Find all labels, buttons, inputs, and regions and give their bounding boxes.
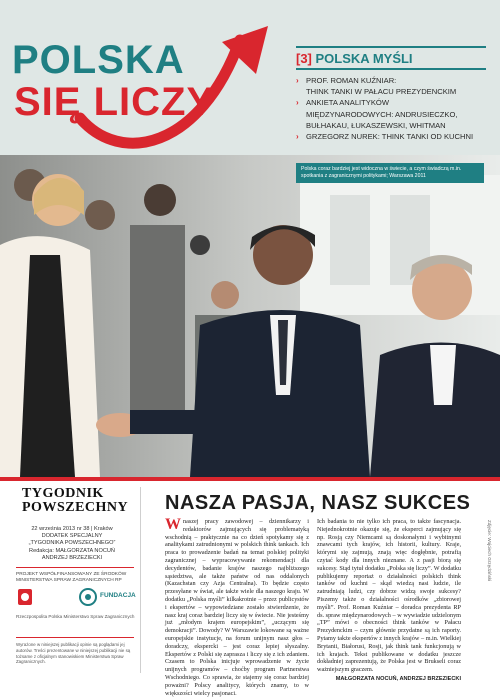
article-text-2: Ich badania to nie tylko ich praca, to także fascynacja. Niejednokrotnie okazuje się, że eksperci zajmujący się np. Rosją czy Niemcami są doskonałymi i wybitnymi znawcami tych krajów, ich historii, kultury. Kraje, którymi się zajmują, znają więc dogłębnie, potrafią czytać kody dla innych nieznane. A z pasji biorą się sukcesy. Stąd tytuł dodatku „Polska się liczy”. W dodatku publikujemy reportaż o działalności polskich think tanków od kuchni – skąd wiedzą nasi ludzie, ile zatrudniają ludzi, czy dobrze widzą swoje sukcesy? Piszemy także o działalności ośrodków „zbiorowej myśli”. Prof. Roman Kuźniar – doradca prezydenta RP ds. spraw międzynarodowych – w wywiadzie udzielonym „TP” mówi o obecności think tanków w Pałacu Prezydenckim – czym głównie przydatne są ich raporty. Pytamy także ekspertów z innych krajów – m.in. Wielkiej Brytanii, Białorusi, Rosji, jak think tank funkcjonują w ich krajach. Tekst publikowane w dodatku jeszcze dokładniej zaprezentują, że Polska jest w Brukseli coraz ważniejszym graczem. xyxy=(317,518,461,674)
sidebar-divider xyxy=(16,567,134,568)
red-chevron-icon: › xyxy=(296,132,299,142)
photo-credit: Zdjęcie: Wojciech Grzędziński xyxy=(487,520,492,582)
fundacja-label: FUNDACJA xyxy=(100,592,136,599)
toc-item-continued: BUŁHAKAU, ŁUKASZEWSKI, WHITMAN xyxy=(306,120,446,130)
title-line-2: SIĘ LICZY xyxy=(14,80,215,124)
toc-item-continued: MIĘDZYNARODOWYCH: ANDRUSIECZKO, xyxy=(306,109,458,119)
column-divider xyxy=(140,487,141,673)
red-chevron-icon: › xyxy=(296,76,299,85)
drop-cap: W xyxy=(165,516,181,533)
tygodnik-logo xyxy=(22,486,129,515)
section-number: [3] xyxy=(296,51,312,66)
section-rule-bottom xyxy=(296,68,486,70)
section-title xyxy=(296,51,413,66)
logo-text: TYGODNIK POWSZECHNY xyxy=(22,486,129,515)
section-rule-top xyxy=(296,46,486,48)
photo-illustration xyxy=(0,155,500,477)
section-label: POLSKA MYŚLI xyxy=(315,51,413,66)
disclaimer: Wyrażone w niniejszej publikacji opinie są poglądami jej autorów. Treści prezentowane w niniejszej publikacji nie są tożsame z oficjalnym stanowiskiem Ministerstwa Spraw Zagranicznych. xyxy=(16,642,131,665)
supplement-line: DODATEK SPECJALNY „TYGODNIKA POWSZECHNEGO” xyxy=(28,533,116,547)
cover-header xyxy=(0,0,500,155)
article-signature: MAŁGORZATA NOCUŃ, ANDRZEJ BRZEZIECKI xyxy=(335,675,461,682)
article-column-1 xyxy=(165,518,309,697)
sidebar-divider-2 xyxy=(16,637,134,638)
bottom-red-rule xyxy=(0,477,500,481)
article-column-2 xyxy=(317,518,461,684)
toc-item: › PROF. ROMAN KUŹNIAR: xyxy=(296,76,397,85)
article-text-1: naszej pracy zawodowej – dziennikarzy i redaktorów zajmujących się problematyką wschodnią – praktycznie na co dzień spotykamy się z analitykami zatrudnionymi w polskich think tankach. Ich praca to prowadzenie badań na temat polskiej polityki zagranicznej – wypracowywanie rekomendacji dla decydentów, badanie krajów naszego najbliższego sąsiedztwa, ale także państw od nas oddalonych (Kazachstan czy Azja Centralna). To będzie często przesyłane w świat, ale także wiele dla naszego kraju. W dodatku „Polska myśli” kilkakrotnie – przez publicystów i ekspertów – wypowiedziane zostało stwierdzenie, że nasz kraj coraz bardziej liczy się w świecie. Nie jesteśmy już „młodym krajem europejskim”, „uczącym się demokracji”. Dowody? W Warszawie lokowane są ważne europejskie instytucje, na forum unijnym nasz głos – doradczy, ekspercki – jest coraz lepiej słyszalny. Ekspertów z Polski się zaprasza i liczy się z ich zdaniem. Czasem to Polska inicjuje wprowadzenie w życie unijnych programów – choćby program Partnerstwa Wschodniego. Co sprawia, że stajemy się coraz bardziej poważni? Polscy analitycy, których znamy, to w większości wielcy pasjonaci. xyxy=(165,518,309,697)
article-headline: NASZA PASJA, NASZ SUKCES xyxy=(165,492,471,514)
project-note: PROJEKT WSPÓŁFINANSOWANY ZE ŚRODKÓW MINISTERSTWA SPRAW ZAGRANICZNYCH RP xyxy=(16,572,127,584)
sponsor-logos xyxy=(16,586,138,608)
table-of-contents xyxy=(296,75,496,142)
toc-item-continued: THINK TANKI W PAŁACU PREZYDENCKIM xyxy=(306,87,457,97)
title-line-1: POLSKA xyxy=(12,38,185,82)
cover-photo xyxy=(0,155,500,477)
toc-item: › GRZEGORZ NUREK: THINK TANKI OD KUCHNI xyxy=(296,132,474,142)
toc-item: › ANKIETA ANALITYKÓW xyxy=(296,98,389,108)
photo-caption: Polska coraz bardziej jest widoczna w świecie, a czym świadczą m.in. spotkania z zagranicznymi politykami; Warszawa 2011 xyxy=(296,163,484,183)
ministry-note: Rzeczpospolita Polska Ministerstwo Spraw Zagranicznych xyxy=(16,614,135,619)
issue-line: 22 września 2013 nr 38 | Kraków xyxy=(31,526,113,532)
issue-info xyxy=(26,526,118,562)
editors-line: Redakcja: MAŁGORZATA NOCUŃ ANDRZEJ BRZEZIECKI xyxy=(29,547,115,561)
red-chevron-icon: › xyxy=(296,98,299,108)
